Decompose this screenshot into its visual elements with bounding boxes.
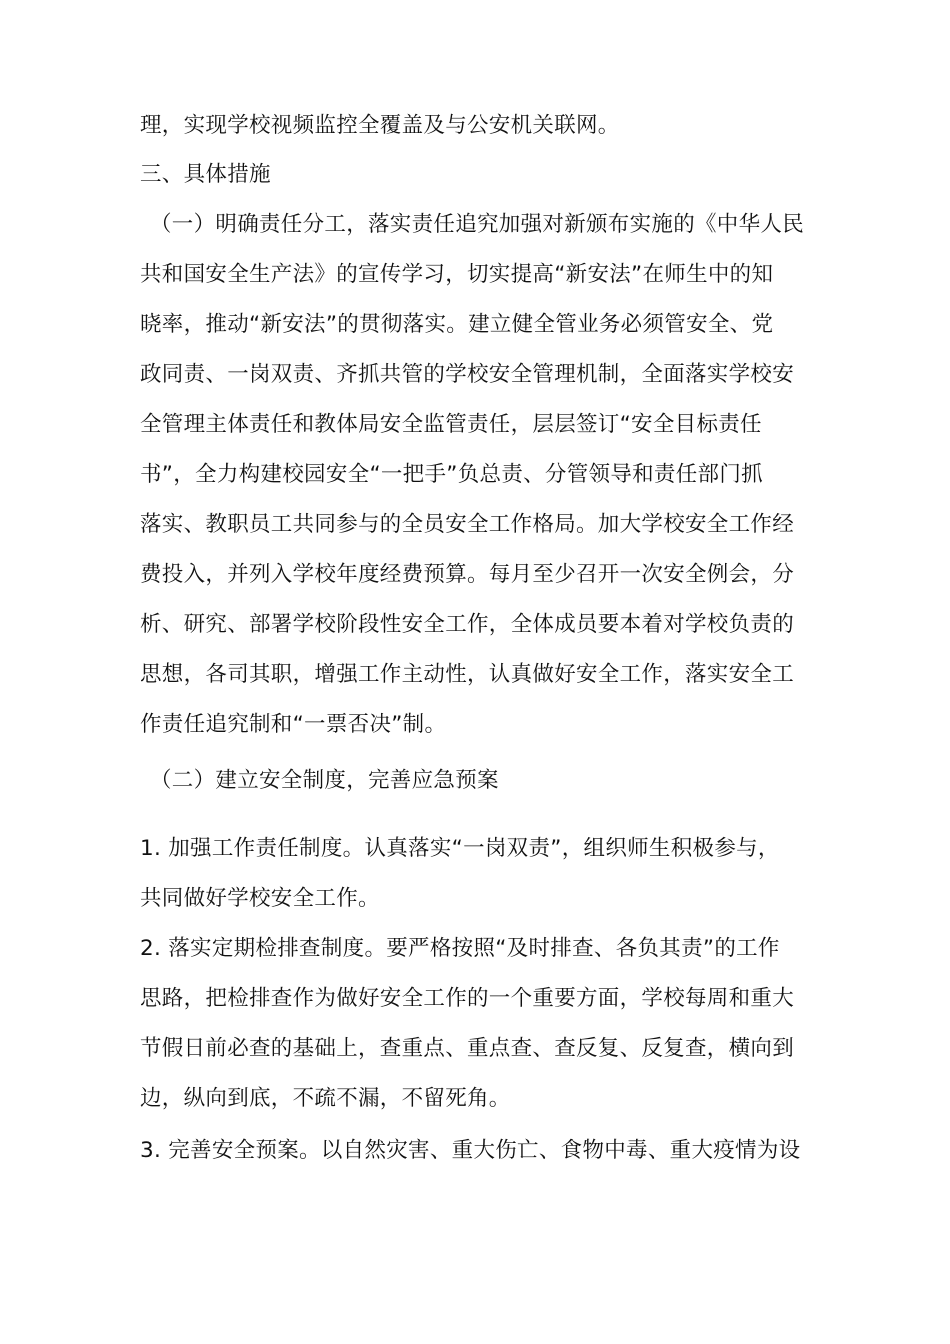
paragraph-line: 共和国安全生产法》的宣传学习，切实提高“新安法”在师生中的知 xyxy=(140,262,774,287)
list-item-line: 思路，把检排查作为做好安全工作的一个重要方面，学校每周和重大 xyxy=(140,986,795,1011)
list-item-line: 边，纵向到底，不疏不漏，不留死角。 xyxy=(140,1086,511,1111)
section-heading: 三、具体措施 xyxy=(140,162,271,187)
paragraph-line: 全管理主体责任和教体局安全监管责任，层层签订“安全目标责任 xyxy=(140,412,762,437)
list-item-line: 2. 落实定期检排查制度。要严格按照“及时排查、各负其责”的工作 xyxy=(140,936,780,961)
list-item-line: 3. 完善安全预案。以自然灾害、重大伤亡、食物中毒、重大疫情为设 xyxy=(140,1138,801,1163)
paragraph-line: 作责任追究制和“一票否决”制。 xyxy=(140,712,447,737)
paragraph-line: 析、研究、部署学校阶段性安全工作，全体成员要本着对学校负责的 xyxy=(140,612,795,637)
paragraph-line: 思想，各司其职，增强工作主动性，认真做好安全工作，落实安全工 xyxy=(140,662,795,687)
paragraph-line: 理，实现学校视频监控全覆盖及与公安机关联网。 xyxy=(140,113,620,138)
subsection-heading-line: （一）明确责任分工，落实责任追究加强对新颁布实施的《中华人民 xyxy=(150,212,805,237)
list-item-line: 1. 加强工作责任制度。认真落实“一岗双责”，组织师生积极参与， xyxy=(140,836,780,861)
paragraph-line: 书”，全力构建校园安全“一把手”负总责、分管领导和责任部门抓 xyxy=(140,462,763,487)
list-item-line: 节假日前必查的基础上，查重点、重点查、查反复、反复查，横向到 xyxy=(140,1036,795,1061)
paragraph-line: 落实、教职员工共同参与的全员安全工作格局。加大学校安全工作经 xyxy=(140,512,795,537)
subsection-heading: （二）建立安全制度，完善应急预案 xyxy=(150,768,499,793)
list-item-line: 共同做好学校安全工作。 xyxy=(140,886,380,911)
paragraph-line: 费投入，并列入学校年度经费预算。每月至少召开一次安全例会，分 xyxy=(140,562,795,587)
paragraph-line: 政同责、一岗双责、齐抓共管的学校安全管理机制，全面落实学校安 xyxy=(140,362,795,387)
paragraph-line: 晓率，推动“新安法”的贯彻落实。建立健全管业务必须管安全、党 xyxy=(140,312,774,337)
